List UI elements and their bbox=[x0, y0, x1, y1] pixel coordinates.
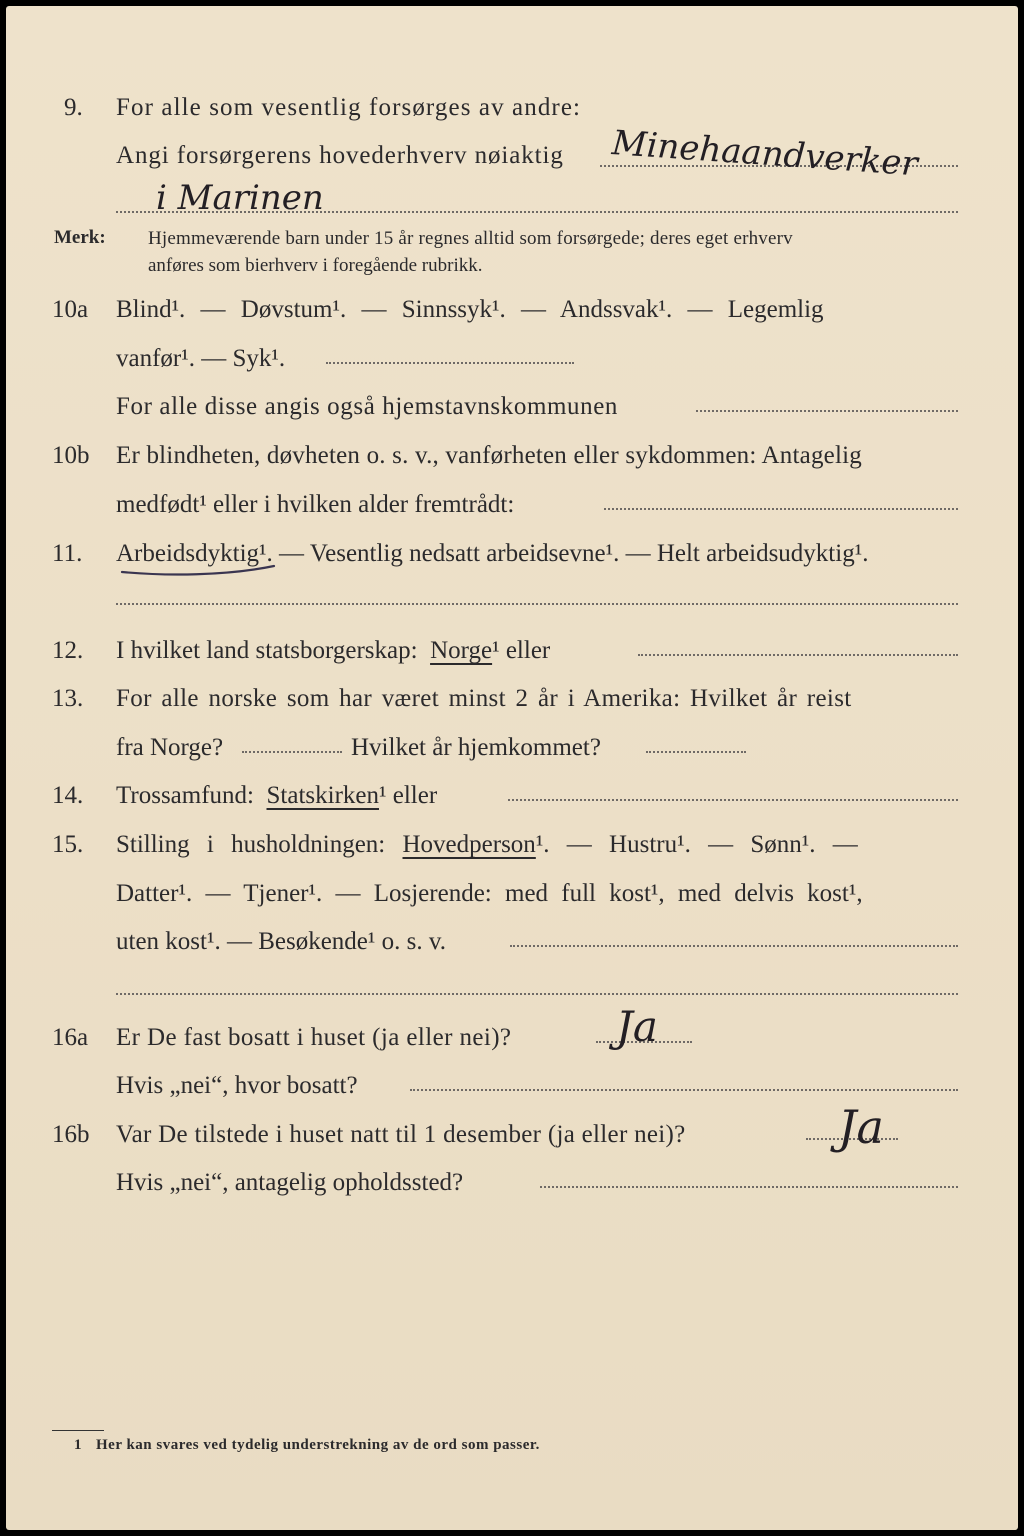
merk-line2: anføres som bierhverv i foregående rubrikk. bbox=[148, 255, 483, 276]
q14-label: Trossamfund: bbox=[116, 782, 254, 809]
ink-marks bbox=[6, 6, 1018, 1530]
q15-other-options: ¹. — Hustru¹. — Sønn¹. — bbox=[535, 831, 858, 858]
q15-line2: Datter¹. — Tjener¹. — Losjerende: med full kost¹, med delvis kost¹, bbox=[116, 880, 863, 907]
q12-number: 12. bbox=[52, 637, 84, 664]
q14-option-statskirken: Statskirken bbox=[266, 782, 379, 809]
q9-handwritten-answer-2: i Marinen bbox=[156, 178, 324, 218]
q15-option-hovedperson: Hovedperson bbox=[402, 831, 536, 858]
q13-line2b: Hvilket år hjemkommet? bbox=[351, 734, 601, 761]
q10a-number: 10a bbox=[52, 296, 89, 323]
q11-other-options: ¹. — Vesentlig nedsatt arbeidsevne¹. — Helt arbeidsudyktig¹. bbox=[259, 540, 869, 567]
q16a-handwritten-answer: Ja bbox=[616, 1002, 658, 1051]
q12-option-norge: Norge bbox=[430, 637, 493, 664]
q15-line3: uten kost¹. — Besøkende¹ o. s. v. bbox=[116, 928, 447, 955]
merk-label: Merk: bbox=[54, 227, 106, 248]
q12-eller: ¹ eller bbox=[492, 637, 551, 664]
q16b-line1: Var De tilstede i huset natt til 1 desember (ja eller nei)? bbox=[116, 1121, 686, 1148]
paper-sheet bbox=[6, 6, 1018, 1530]
footnote-text: Her kan svares ved tydelig understrekning av de ord som passer. bbox=[96, 1437, 540, 1453]
arbeidsdyktig-pen-underline bbox=[122, 566, 274, 574]
q9-handwritten-answer-1: Minehaandverker bbox=[610, 123, 920, 185]
q14-eller: ¹ eller bbox=[379, 782, 438, 809]
q11-option-arbeidsdyktig: Arbeidsdyktig bbox=[116, 540, 260, 567]
q10a-line2: vanfør¹. — Syk¹. bbox=[116, 345, 286, 372]
q16b-line2: Hvis „nei“, antagelig opholdssted? bbox=[116, 1169, 464, 1196]
q12-label: I hvilket land statsborgerskap: bbox=[116, 637, 418, 664]
q10a-line3: For alle disse angis også hjemstavnskommunen bbox=[116, 393, 619, 420]
q9-line2: Angi forsørgerens hovederhverv nøiaktig bbox=[116, 142, 564, 169]
q13-line1: For alle norske som har været minst 2 år i Amerika: Hvilket år reist bbox=[116, 685, 852, 712]
q13-number: 13. bbox=[52, 685, 84, 712]
merk-line1: Hjemmeværende barn under 15 år regnes alltid som forsørgede; deres eget erhverv bbox=[148, 228, 793, 249]
q16a-line1: Er De fast bosatt i huset (ja eller nei)? bbox=[116, 1024, 512, 1051]
footnote-mark: 1 bbox=[74, 1437, 82, 1453]
q16b-number: 16b bbox=[52, 1121, 90, 1148]
q13-line2a: fra Norge? bbox=[116, 734, 224, 761]
q16a-number: 16a bbox=[52, 1024, 89, 1051]
q16b-handwritten-answer: Ja bbox=[838, 1100, 884, 1154]
q16a-line2: Hvis „nei“, hvor bosatt? bbox=[116, 1072, 358, 1099]
q10b-line1: Er blindheten, døvheten o. s. v., vanførheten eller sykdommen: Antagelig bbox=[116, 442, 862, 469]
q9-number: 9. bbox=[64, 94, 83, 121]
q10b-number: 10b bbox=[52, 442, 90, 469]
q10b-line2: medfødt¹ eller i hvilken alder fremtrådt: bbox=[116, 491, 515, 518]
q9-line1: For alle som vesentlig forsørges av andre: bbox=[116, 94, 582, 121]
q10a-line1: Blind¹. — Døvstum¹. — Sinnssyk¹. — Andssvak¹. — Legemlig bbox=[116, 296, 824, 323]
q14-number: 14. bbox=[52, 782, 84, 809]
q15-label: Stilling i husholdningen: bbox=[116, 831, 386, 858]
q15-number: 15. bbox=[52, 831, 84, 858]
q11-number: 11. bbox=[52, 540, 83, 567]
